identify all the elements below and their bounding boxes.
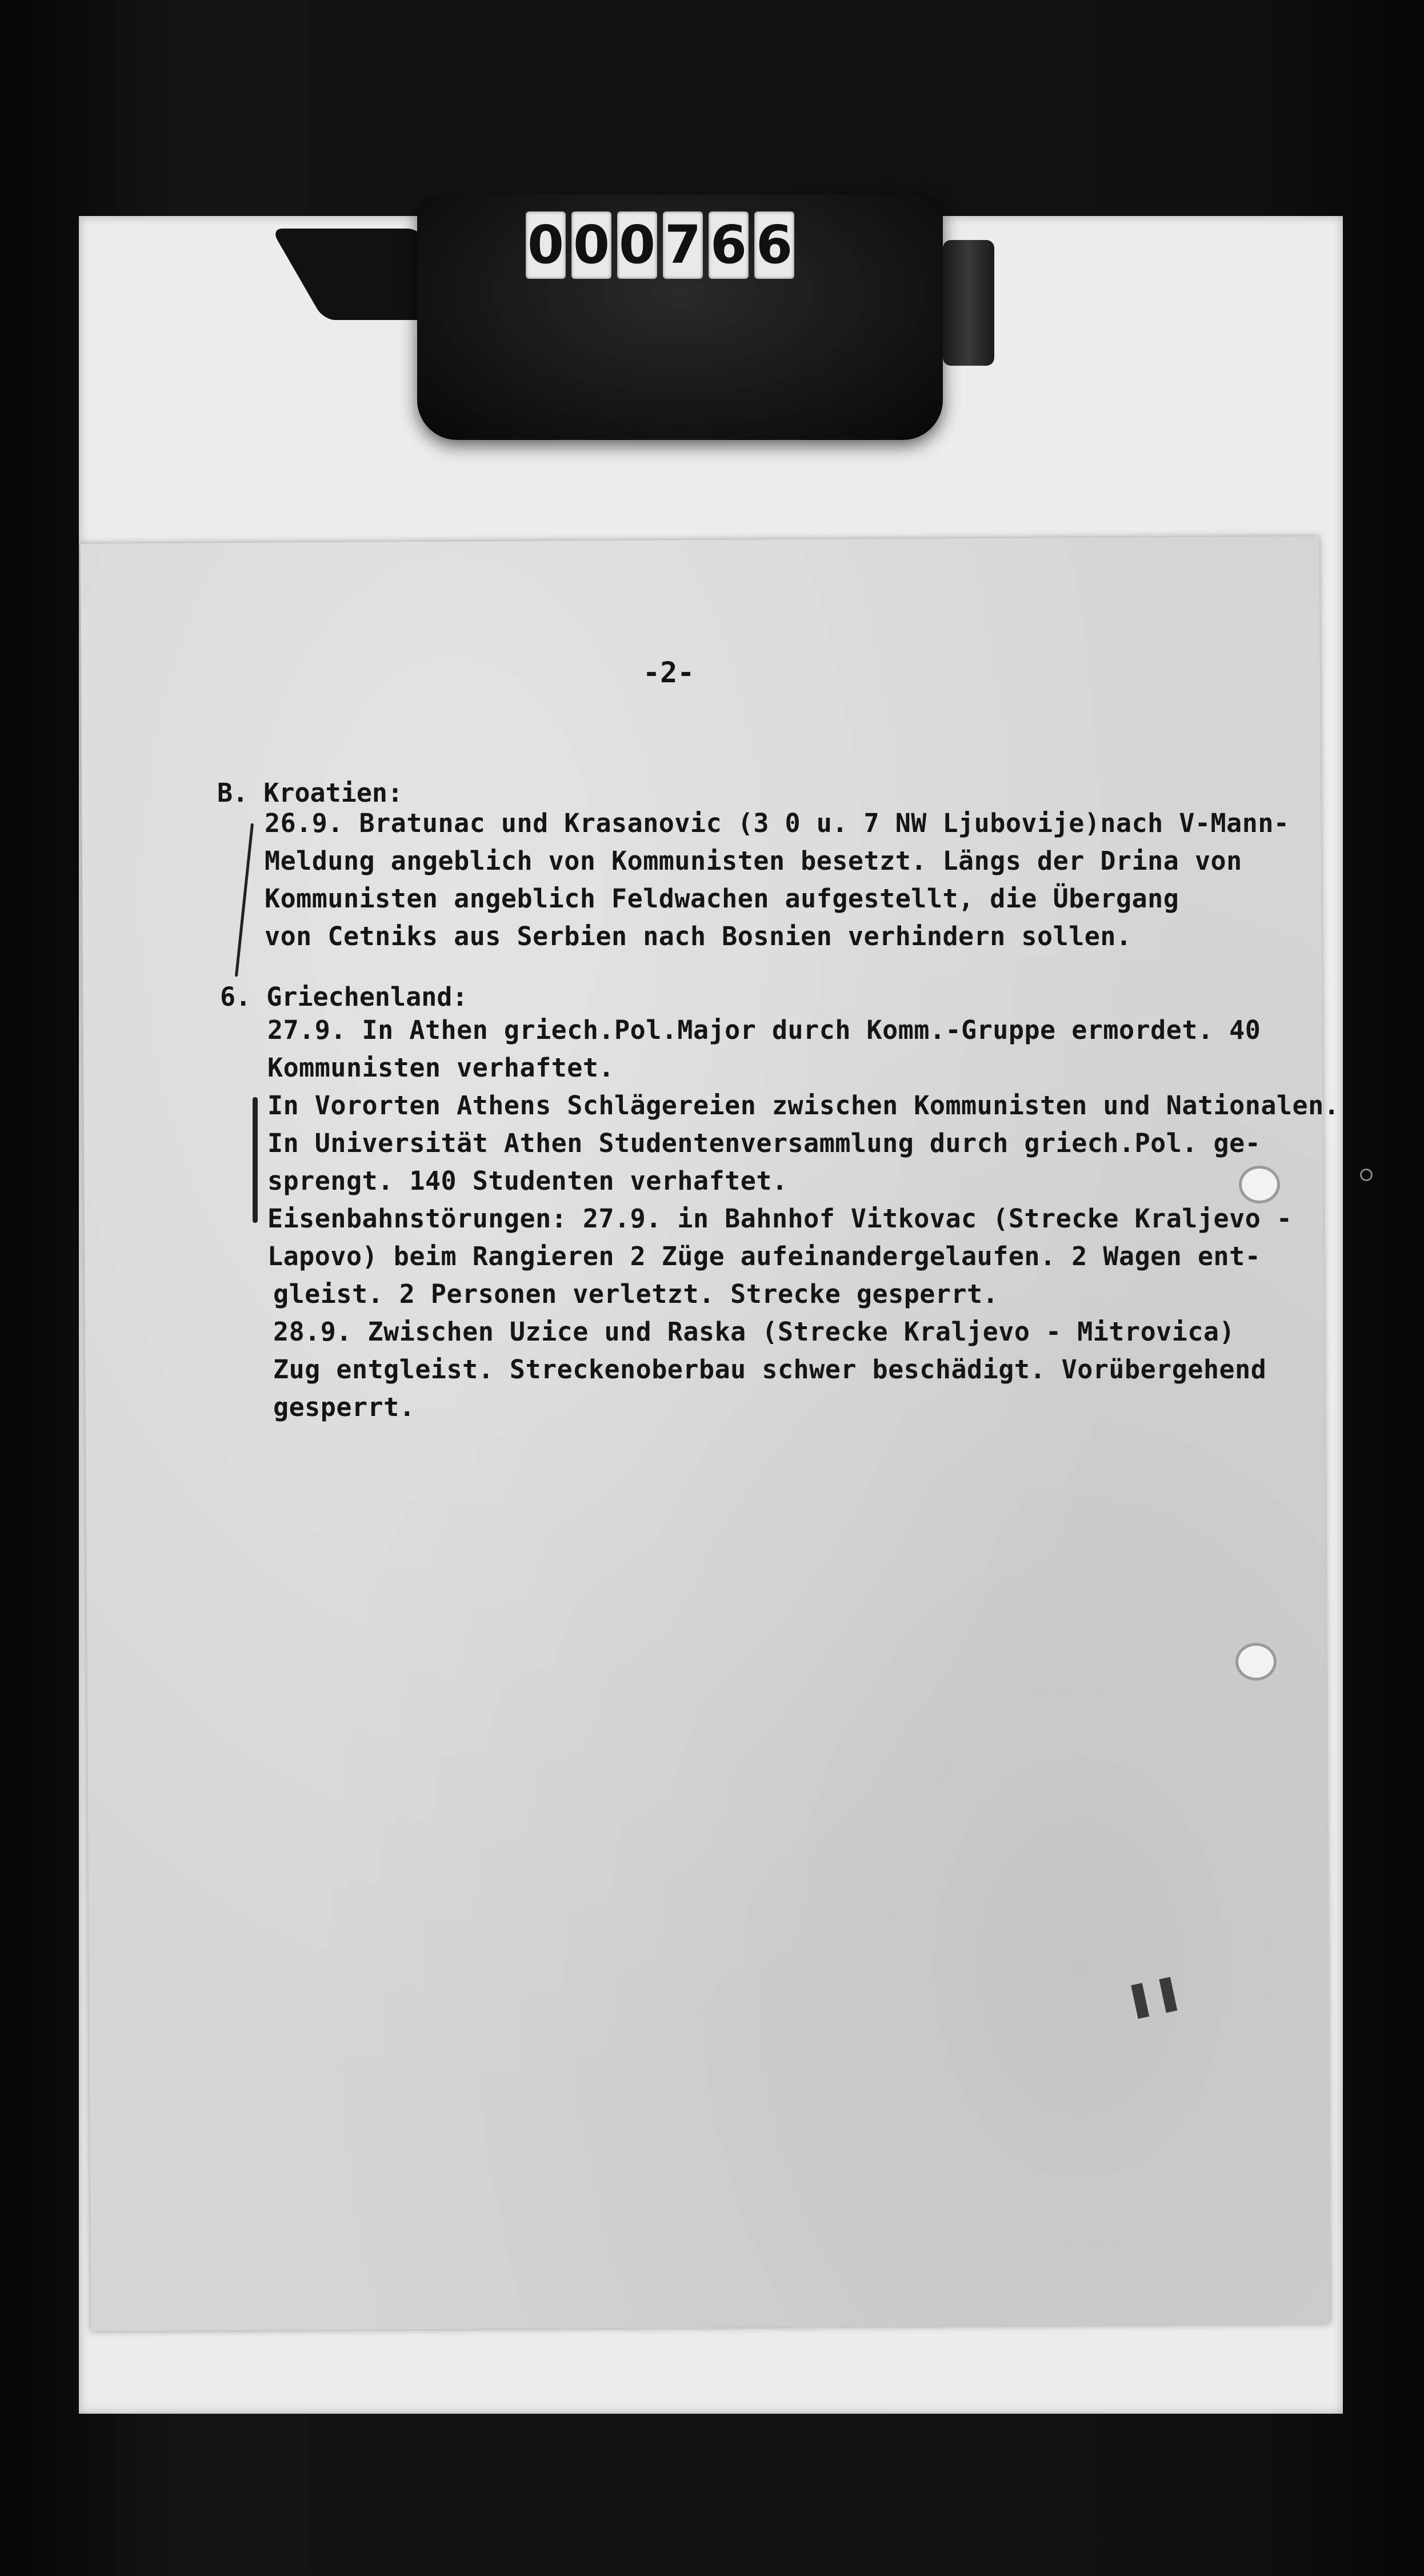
body-line: sprengt. 140 Studenten verhaftet. <box>267 1166 788 1196</box>
body-line: Eisenbahnstörungen: 27.9. in Bahnhof Vitkovac (Strecke Kraljevo - <box>267 1203 1293 1234</box>
counter-digit: 0 <box>571 211 611 279</box>
body-line: Kommunisten verhaftet. <box>267 1053 615 1083</box>
counter-digit: 0 <box>617 211 657 279</box>
body-line: Meldung angeblich von Kommunisten besetzt. Längs der Drina von <box>265 846 1242 876</box>
margin-bracket-mark <box>253 1097 258 1223</box>
ink-smudge: ❚❚ <box>1121 1970 1186 2021</box>
body-line: 28.9. Zwischen Uzice und Raska (Strecke Kraljevo - Mitrovica) <box>273 1317 1235 1347</box>
counter-digit: 7 <box>663 211 703 279</box>
counter-digit: 6 <box>754 211 794 279</box>
counter-knob <box>943 240 994 366</box>
film-perforation <box>1360 1169 1373 1181</box>
section-heading-griechenland: 6. Griechenland: <box>220 982 468 1012</box>
punch-hole <box>1239 1166 1280 1203</box>
body-line: Zug entgleist. Streckenoberbau schwer beschädigt. Vorübergehend <box>273 1354 1267 1385</box>
body-line: In Vororten Athens Schlägereien zwischen Kommunisten und Nationalen. <box>267 1090 1340 1121</box>
counter-digit: 6 <box>709 211 749 279</box>
body-line: gesperrt. <box>273 1392 415 1422</box>
body-line: von Cetniks aus Serbien nach Bosnien verhindern sollen. <box>265 921 1132 951</box>
body-line: gleist. 2 Personen verletzt. Strecke gesperrt. <box>273 1279 999 1309</box>
body-line: Kommunisten angeblich Feldwachen aufgestellt, die Übergang <box>265 883 1179 914</box>
body-line: 26.9. Bratunac und Krasanovic (3 0 u. 7 NW Ljubovije)nach V-Mann- <box>265 808 1290 838</box>
counter-digits <box>526 211 794 280</box>
body-line: Lapovo) beim Rangieren 2 Züge aufeinandergelaufen. 2 Wagen ent- <box>267 1241 1261 1271</box>
counter-digit: 0 <box>526 211 566 279</box>
page-number: -2- <box>643 656 695 689</box>
punch-hole <box>1235 1643 1277 1681</box>
section-heading-kroatien: B. Kroatien: <box>217 778 403 808</box>
body-line: 27.9. In Athen griech.Pol.Major durch Komm.-Gruppe ermordet. 40 <box>267 1015 1261 1045</box>
body-line: In Universität Athen Studentenversammlung durch griech.Pol. ge- <box>267 1128 1261 1158</box>
